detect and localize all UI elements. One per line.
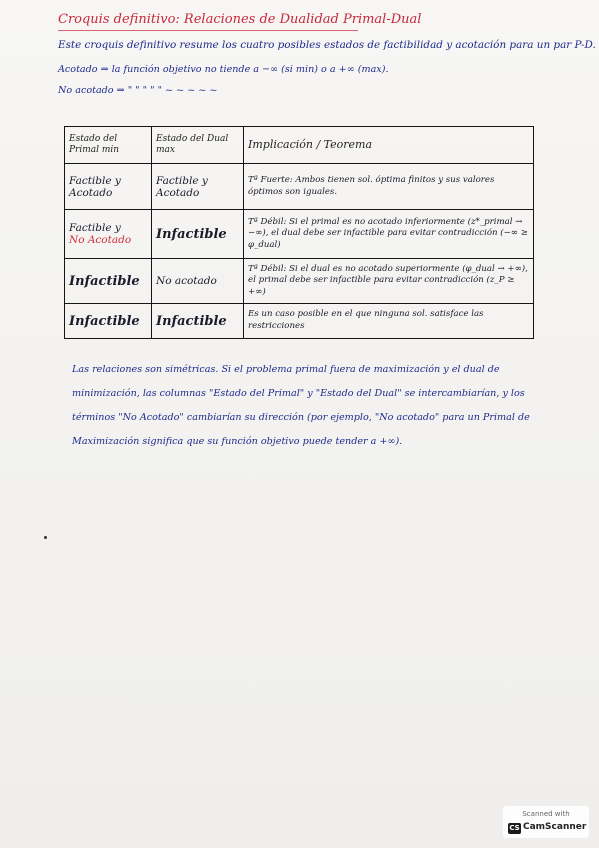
cell-dual-state: Infactible <box>152 304 244 339</box>
cell-implication: Tª Débil: Si el dual es no acotado superiormente (φ_dual → +∞), el primal debe ser infactible para evitar contradicción (z_P ≥ +∞) <box>244 259 534 304</box>
cell-dual-state: Factible y Acotado <box>152 164 244 210</box>
cell-implication: Tª Débil: Si el primal es no acotado inferiormente (z*_primal → −∞), el dual debe ser infactible para evitar contradicción (−∞ ≥ φ_dual) <box>244 210 534 259</box>
primal-feasible-text: Factible y <box>69 222 121 234</box>
cell-primal-state: Infactible <box>65 259 152 304</box>
header-primal: Estado del Primal min <box>65 127 152 164</box>
table-row <box>65 304 534 339</box>
cell-primal-state <box>65 210 152 259</box>
cell-implication: Tª Fuerte: Ambos tienen sol. óptima finitos y sus valores óptimos son iguales. <box>244 164 534 210</box>
symmetry-paragraph: Las relaciones son simétricas. Si el problema primal fuera de maximización y el dual de minimización, las columnas "Estado del Primal" y "Estado del Dual" se intercambiarían, y los términos "No Acotado" cambiarían su dirección (por ejemplo, "No acotado" para un Primal de Maximización significa que su función objetivo puede tender a +∞). <box>72 364 530 447</box>
cell-dual-state: No acotado <box>152 259 244 304</box>
duality-table <box>64 126 534 339</box>
table-header-row <box>65 127 534 164</box>
note-title: Croquis definitivo: Relaciones de Dualidad Primal-Dual <box>58 12 422 27</box>
bounded-definition: Acotado ⇒ la función objetivo no tiende a −∞ (si min) o a +∞ (max). <box>58 64 389 75</box>
intro-text: Este croquis definitivo resume los cuatro posibles estados de factibilidad y acotación para un par P-D. <box>58 39 596 51</box>
cell-dual-state: Infactible <box>152 210 244 259</box>
header-implication: Implicación / Teorema <box>244 127 534 164</box>
cell-primal-state: Factible y Acotado <box>65 164 152 210</box>
primal-unbounded-text: No Acotado <box>69 234 132 246</box>
table-row <box>65 164 534 210</box>
camscanner-brand: CamScanner <box>523 822 587 832</box>
header-dual: Estado del Dual max <box>152 127 244 164</box>
table-row <box>65 259 534 304</box>
unbounded-definition: No acotado ⇒ " " " " " ~ ~ ~ ~ ~ <box>58 85 218 96</box>
table-row <box>65 210 534 259</box>
ink-dot <box>44 536 47 539</box>
cell-implication: Es un caso posible en el que ninguna sol. satisface las restricciones <box>244 304 534 339</box>
camscanner-watermark <box>503 806 589 838</box>
scanned-with-caption: Scanned with <box>522 810 570 818</box>
camscanner-logo-icon: CS <box>509 824 520 832</box>
title-underline <box>58 30 358 31</box>
cell-primal-state: Infactible <box>65 304 152 339</box>
